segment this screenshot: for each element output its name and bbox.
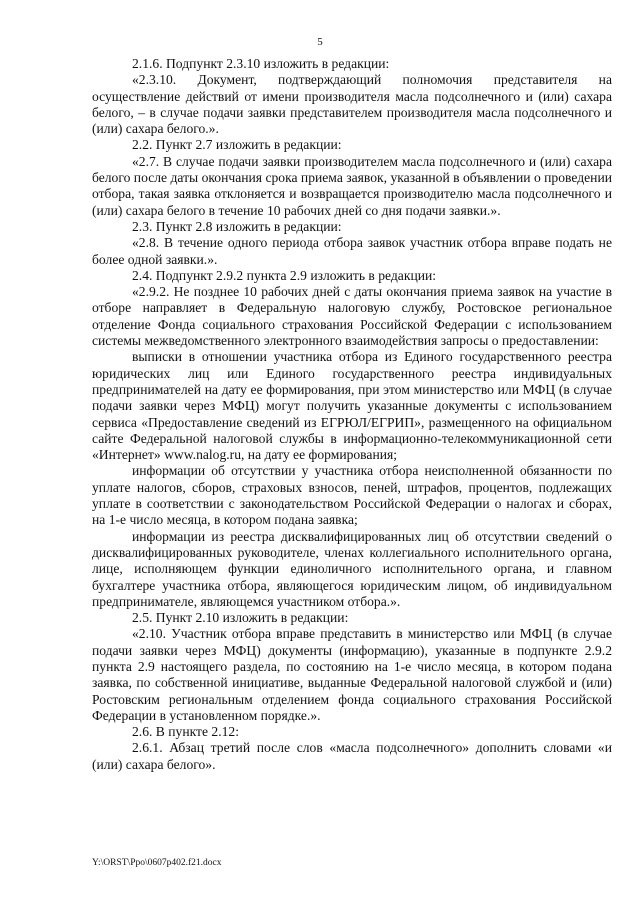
paragraph-2-6: 2.6. В пункте 2.12: xyxy=(132,724,239,740)
paragraph-tax-info: информации об отсутствии у участника отбора неисполненной обязанности по уплате налогов, сборов, страховых взносов, пеней, штрафов, процентов, подлежащих уплате в соответствии с законодательством Российской Федерации о налогах и сборах, на 1-е число месяца, в котором подана заявка; xyxy=(92,463,612,528)
paragraph-egrul-extract: выписки в отношении участника отбора из Единого государственного реестра юридических лиц или Единого государственного реестра индивидуальных предпринимателей на дату ее формирования, при этом министерство или МФЦ (в случае подачи заявки через МФЦ) могут получить указанные документы с использованием сервиса «Предоставление сведений из ЕГРЮЛ/ЕГРИП», размещенного на официальном сайте Федеральной налоговой службы в информационно-телекоммуникационной сети «Интернет» www.nalog.ru, на дату ее формирования; xyxy=(92,349,612,463)
paragraph-2-7-text: «2.7. В случае подачи заявки производителем масла подсолнечного и (или) сахара белого после даты окончания срока приема заявок, указанной в объявлении о проведении отбора, такая заявка отклоняется и возвращается производителю масла подсолнечного и (или) сахара белого в течение 10 рабочих дней со дня подачи заявки.». xyxy=(92,153,612,218)
paragraph-2-6-1: 2.6.1. Абзац третий после слов «масла подсолнечного» дополнить словами «и (или) сахара белого». xyxy=(92,740,612,772)
page-number: 5 xyxy=(317,36,323,48)
document-body xyxy=(92,56,612,773)
paragraph-disqualified-registry: информации из реестра дисквалифицированных лиц об отсутствии сведений о дисквалифицированных руководителе, членах коллегиального исполнительного органа, лице, исполняющем функции единоличного исполнительного органа, и главном бухгалтере участника отбора, являющегося юридическим лицом, об индивидуальном предпринимателе, являющемся участником отбора.». xyxy=(92,528,612,609)
paragraph-2-4: 2.4. Подпункт 2.9.2 пункта 2.9 изложить в редакции: xyxy=(132,267,437,283)
paragraph-2-3: 2.3. Пункт 2.8 изложить в редакции: xyxy=(132,218,342,234)
paragraph-2-9-2-text: «2.9.2. Не позднее 10 рабочих дней с даты окончания приема заявок на участие в отборе направляет в Федеральную налоговую службу, Ростовское региональное отделение Фонда социального страхования Российской Федерации с использованием системы межведомственного электронного взаимодействия запросы о предоставлении: xyxy=(92,284,612,349)
paragraph-2-10-text: «2.10. Участник отбора вправе представить в министерство или МФЦ (в случае подачи заявки через МФЦ) документы (информацию), указанные в подпункте 2.9.2 пункта 2.9 настоящего раздела, по состоянию на 1-е число месяца, в котором подана заявка, по собственной инициативе, выданные Федеральной налоговой службой и (или) Ростовским региональным отделением фонда социального страхования Российской Федерации в установленном порядке.». xyxy=(92,626,612,723)
paragraph-2-1-6: 2.1.6. Подпункт 2.3.10 изложить в редакции: xyxy=(132,56,390,71)
file-path-footer: Y:\ORST\Ppo\0607p402.f21.docx xyxy=(92,858,222,868)
paragraph-2-2: 2.2. Пункт 2.7 изложить в редакции: xyxy=(132,137,342,153)
paragraph-2-5: 2.5. Пункт 2.10 изложить в редакции: xyxy=(132,610,349,626)
paragraph-2-8-text: «2.8. В течение одного периода отбора заявок участник отбора вправе подать не более одной заявки.». xyxy=(92,235,612,267)
paragraph-2-3-10-text: «2.3.10. Документ, подтверждающий полномочия представителя на осуществление действий от имени производителя масла подсолнечного и (или) сахара белого, – в случае подачи заявки представителем производителя масла подсолнечного и (или) сахара белого.». xyxy=(92,72,612,137)
